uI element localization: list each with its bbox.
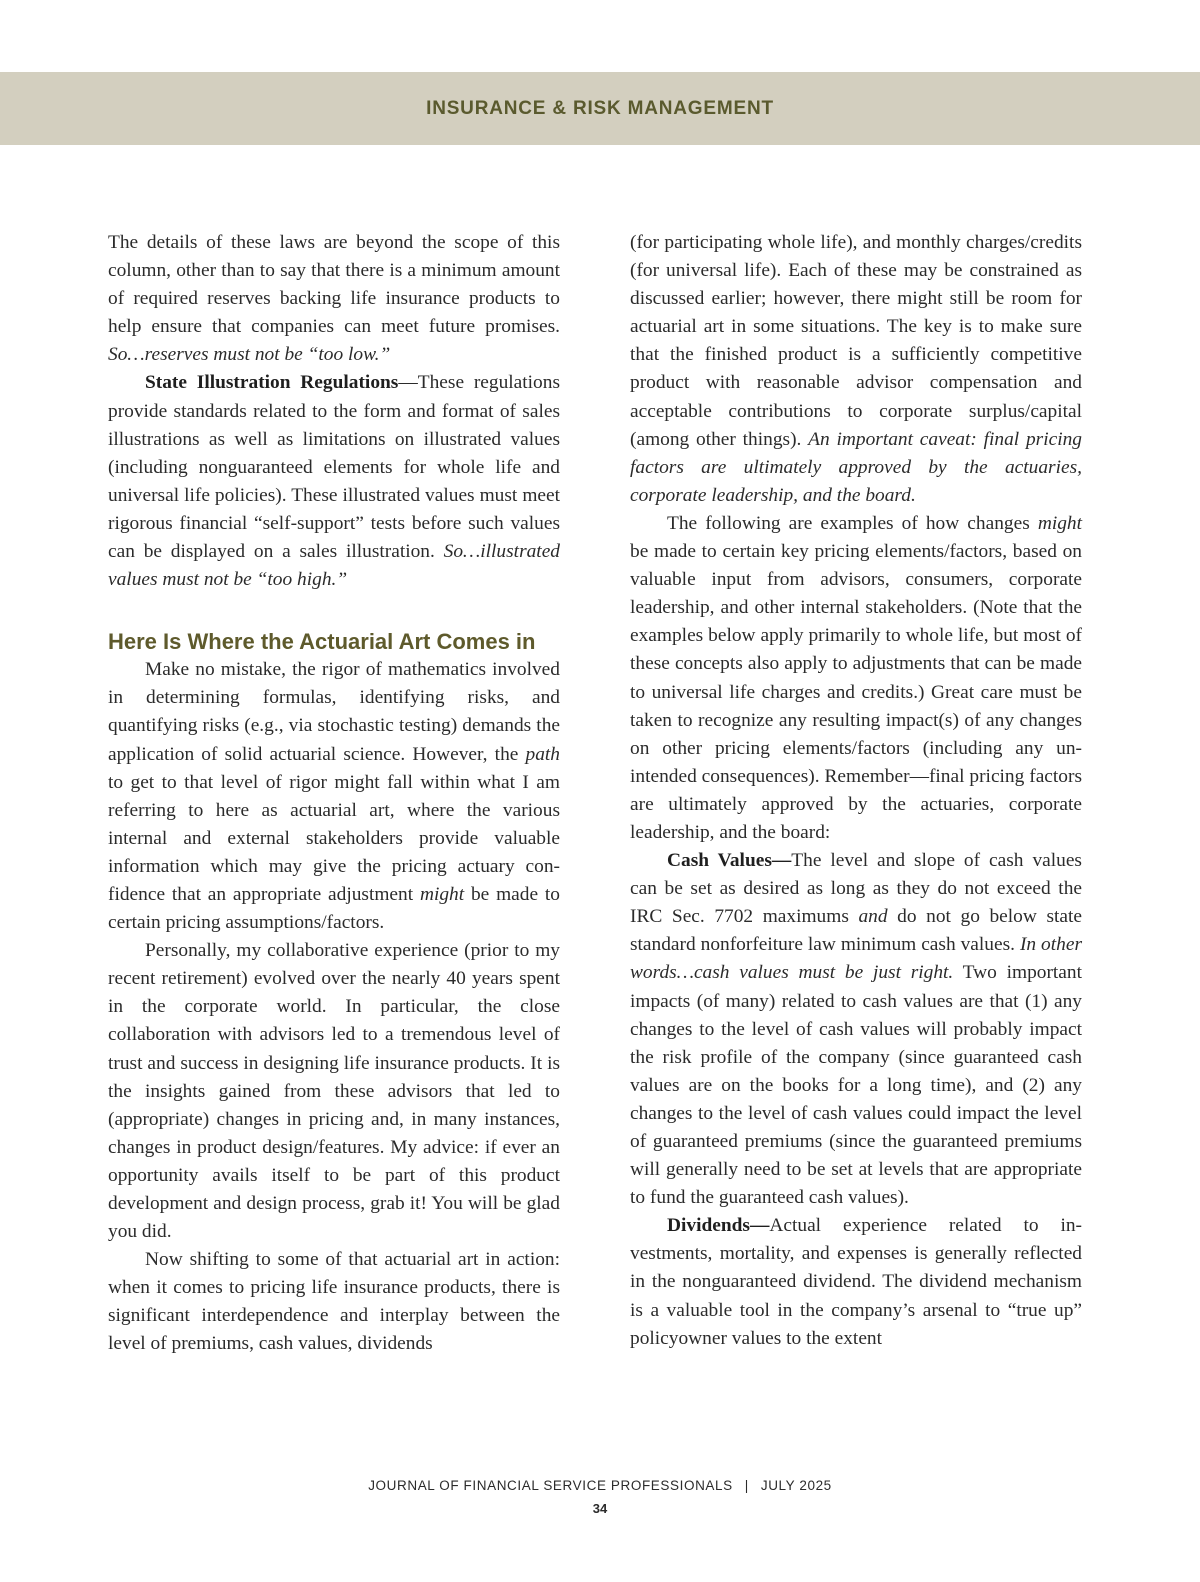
text-run: (for participating whole life), and monthly charges/credits (for universal life). Each of these may be constrained as discussed earlier; however, there might still be room for actuarial art in some situations. The key is to make sure that the finished product is a sufficiently competitive product with reasonable advisor compensation and acceptable contributions to corporate surplus/capital (among other things). bbox=[630, 232, 1082, 450]
italic-run: So…illustrated values must not be “too high.” bbox=[108, 541, 560, 591]
text-run: The level and slope of cash values can be set as desired as long as they do not exceed the IRC Sec. 7702 maximums bbox=[630, 850, 1082, 928]
italic-run: An important caveat: final pricing factors are ultimately approved by the actuaries, corporate leadership, and the board. bbox=[630, 428, 1082, 506]
section-title: INSURANCE & RISK MANAGEMENT bbox=[426, 97, 774, 119]
footer-separator: | bbox=[744, 1478, 749, 1493]
text-run: to get to that level of rigor might fall within what I am referring to here as actuarial art, where the various internal and external stakeholders provide valuable information which may give the pricing actuary confidence that an appropriate adjustment bbox=[108, 771, 560, 905]
italic-run: So…reserves must not be “too low.” bbox=[108, 344, 391, 366]
left-column bbox=[108, 229, 560, 1359]
paragraph bbox=[630, 229, 1082, 510]
text-run: The details of these laws are beyond the scope of this column, other than to say that there is a minimum amount of required reserves backing life insurance products to help ensure that companies can meet future promises. bbox=[108, 232, 560, 338]
page-footer bbox=[0, 1478, 1200, 1516]
italic-run: might bbox=[1037, 512, 1082, 534]
journal-name: JOURNAL OF FINANCIAL SERVICE PROFESSIONALS bbox=[368, 1478, 733, 1493]
text-run: The following are examples of how changes bbox=[667, 512, 1038, 534]
text-run: Two important impacts (of many) related to cash values are that (1) any changes to the level of cash values will probably impact the risk profile of the company (since guaranteed cash values are on the books for a long time), and (2) any changes to the level of cash values could impact the level of guaranteed premiums (since the guaranteed premiums will generally need to be set at levels that are appropriate to fund the guaranteed cash values). bbox=[630, 962, 1082, 1209]
italic-run: and bbox=[858, 906, 888, 928]
text-run: Actual experience related to investments, mortality, and expenses is generally reflected in the nonguaranteed dividend. The dividend mechanism is a valuable tool in the company’s arsenal to “true up” policyowner values to the extent bbox=[630, 1215, 1082, 1349]
paragraph bbox=[108, 229, 560, 369]
paragraph: Personally, my collaborative experience (prior to my recent retirement) evolved over the nearly 40 years spent in the corporate world. In particular, the close collaboration with advisors led to a tremendous level of trust and success in designing life insurance products. It is the insights gained from these advisors that led to (appropriate) changes in pricing and, in many instances, changes in product design/features. My advice: if ever an opportunity avails itself to be part of this product development and design process, grab it! You will be glad you did. bbox=[108, 940, 560, 1243]
italic-run: path bbox=[525, 743, 560, 765]
paragraph bbox=[630, 1212, 1082, 1352]
text-run: —These regulations provide standards related to the form and format of sales illustrations as well as limitations on illustrated values (including nonguaranteed elements for whole life and universal life policies). These illustrated values must meet rigorous financial “self-support” tests before such values can be displayed on a sales illustration. bbox=[108, 372, 560, 563]
page-number: 34 bbox=[592, 1501, 608, 1516]
paragraph: Now shifting to some of that actuarial art in action: when it comes to pricing life insurance products, there is significant interdependence and interplay between the level of premiums, cash values, dividends bbox=[108, 1249, 560, 1355]
paragraph bbox=[630, 510, 1082, 847]
run-in-heading: Dividends— bbox=[667, 1215, 770, 1237]
text-run: do not go below state standard nonforfeiture law minimum cash values. bbox=[630, 906, 1082, 956]
right-column bbox=[630, 229, 1082, 1353]
paragraph bbox=[630, 847, 1082, 1212]
issue-date: JULY 2025 bbox=[760, 1478, 832, 1493]
text-run: be made to certain key pricing elements/factors, based on valuable input from advisors, consumers, corporate leadership, and other internal stakeholders. (Note that the examples below apply primarily to whole life, but most of these concepts also apply to adjustments that can be made to universal life charges and credits.) Great care must be taken to recognize any resulting impact(s) of any changes on other pricing elements/factors (including any unintended consequences). Remember—final pricing factors are ultimately approved by the actuaries, corporate leadership, and the board: bbox=[630, 541, 1082, 843]
text-run: Make no mistake, the rigor of mathematics involved in determining formulas, identifying risks, and quantifying risks (e.g., via stochastic testing) demands the application of solid actuarial science. However, the bbox=[108, 659, 560, 765]
italic-run: might bbox=[419, 883, 465, 905]
run-in-heading: Cash Values— bbox=[667, 850, 792, 872]
text-run: be made to certain pricing assumptions/factors. bbox=[108, 883, 560, 934]
italic-run: In other words…cash values must be just right. bbox=[630, 934, 1082, 984]
section-heading: Here Is Where the Actuarial Art Comes in bbox=[108, 629, 536, 655]
run-in-heading: State Illustration Regulations bbox=[145, 372, 399, 394]
paragraph bbox=[108, 369, 560, 594]
paragraph bbox=[108, 656, 560, 937]
section-header bbox=[0, 72, 1200, 145]
